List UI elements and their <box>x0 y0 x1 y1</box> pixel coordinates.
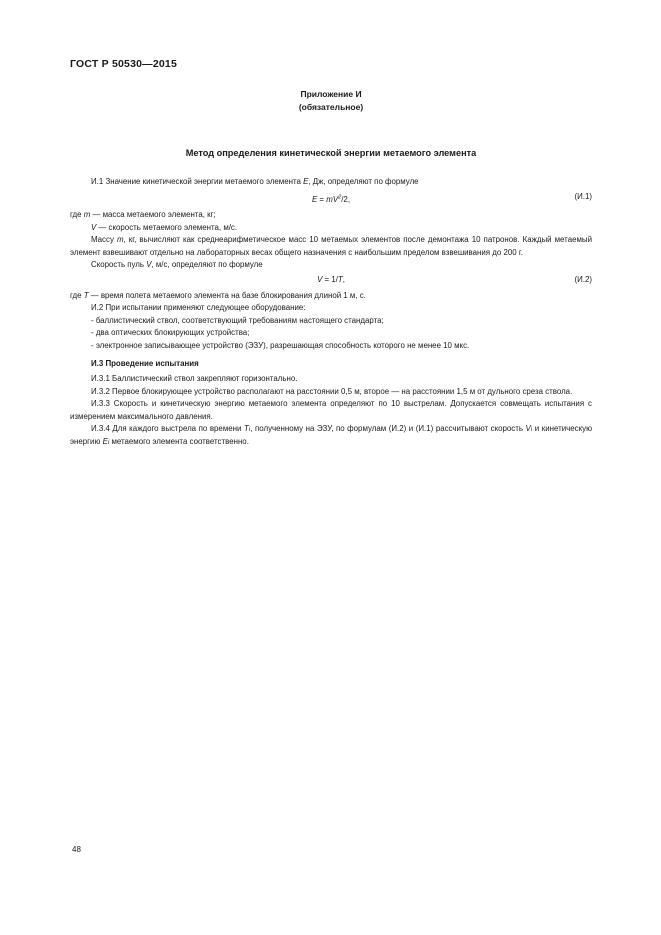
where-t-line <box>70 290 592 302</box>
paragraph-i1-intro <box>70 176 592 188</box>
i1-intro-suffix: , Дж, определяют по формуле <box>308 177 419 186</box>
where-m-line <box>70 209 592 221</box>
i3-4-part1: И.3.4 Для каждого выстрела по времени <box>91 423 244 433</box>
formula-2-number: (И.2) <box>574 275 592 285</box>
mass-text: , кг, вычисляют как среднеарифметическое масс 10 метаемых элементов после демонтажа 10 патронов. Каждый метаемый элемент взвешивают отдельно на лабораторных весах общего назначения с наибольшим пределом взвешивания до 200 г. <box>70 235 592 257</box>
i3-4-part2: , полученному на ЭЗУ, по формулам (И.2) и (И.1) рассчитывают скорость <box>250 423 526 433</box>
annex-heading: Метод определения кинетической энергии метаемого элемента <box>185 148 477 158</box>
where-v-line <box>70 222 592 234</box>
body-text <box>70 176 592 450</box>
where-t-text: — время полета метаемого элемента на базе блокирования длиной 1 м, с. <box>88 290 366 300</box>
i3-4-variable-v: V <box>525 423 531 433</box>
where-m-prefix: где <box>70 210 84 220</box>
i3-4-variable-e: E <box>102 437 108 447</box>
where-v-text: — скорость метаемого элемента, м/с. <box>96 222 238 232</box>
formula-2-row <box>70 274 592 286</box>
where-t-variable: T <box>83 290 89 300</box>
mass-variable: m <box>116 235 124 245</box>
i3-4-part3: и кинетическую энергию <box>70 423 592 447</box>
where-v-variable: V <box>91 222 97 232</box>
formula-1: $E = mV^2/2$, <box>311 194 351 205</box>
where-m-variable: m <box>83 210 91 220</box>
where-m-text: — масса метаемого элемента, кг; <box>90 210 216 220</box>
paragraph-speed-intro <box>70 259 592 271</box>
i1-intro-variable: E <box>303 177 309 186</box>
list-item: - баллистический ствол, соответствующий требованиям настоящего стандарта; <box>91 315 384 325</box>
annex-subtitle: (обязательное) <box>298 102 364 112</box>
speed-intro-variable: V <box>146 260 152 270</box>
i1-intro-prefix: И.1 Значение кинетической энергии метаемого элемента <box>91 177 304 186</box>
formula-2: V = 1/T, <box>317 275 345 285</box>
formula-1-row <box>70 191 592 206</box>
speed-intro-prefix: Скорость пуль <box>91 260 147 270</box>
formula-1-number: (И.1) <box>574 192 592 202</box>
mass-prefix: Массу <box>91 235 117 245</box>
i3-4-subscript-v: i <box>530 425 533 433</box>
section-heading-i3: И.3 Проведение испытания <box>91 358 199 368</box>
standard-header: ГОСТ Р 50530—2015 <box>70 58 178 70</box>
paragraph-mass <box>70 234 592 259</box>
paragraph-i3-4 <box>70 423 592 450</box>
i3-4-part4: метаемого элемента соответственно. <box>109 437 249 447</box>
paragraph-i3-3: И.3.3 Скорость и кинетическую энергию метаемого элемента определяют по 10 выстрелам. Допускается совмещать испытания с измерением максимального давления. <box>70 399 592 421</box>
speed-intro-suffix: , м/с, определяют по формуле <box>151 260 263 270</box>
list-item: - два оптических блокирующих устройства; <box>91 328 250 338</box>
i3-4-subscript-t: i <box>248 425 251 433</box>
page-number: 48 <box>72 845 81 854</box>
paragraph-i3-2: И.3.2 Первое блокирующее устройство располагают на расстоянии 0,5 м, второе — на расстоянии 1,5 м от дульного среза ствола. <box>91 386 573 396</box>
paragraph-i3-1: И.3.1 Баллистический ствол закрепляют горизонтально. <box>91 374 298 384</box>
annex-title-block <box>70 88 592 114</box>
i3-4-subscript-e: i <box>107 439 110 447</box>
paragraph-i2-heading: И.2 При испытании применяют следующее оборудование: <box>91 303 306 313</box>
i3-4-variable-t: T <box>243 423 249 433</box>
where-t-prefix: где <box>70 290 84 300</box>
annex-title: Приложение И <box>300 89 362 99</box>
list-item: - электронное записывающее устройство (ЭЗУ), разрешающая способность которого не менее 10 мкс. <box>91 340 470 350</box>
